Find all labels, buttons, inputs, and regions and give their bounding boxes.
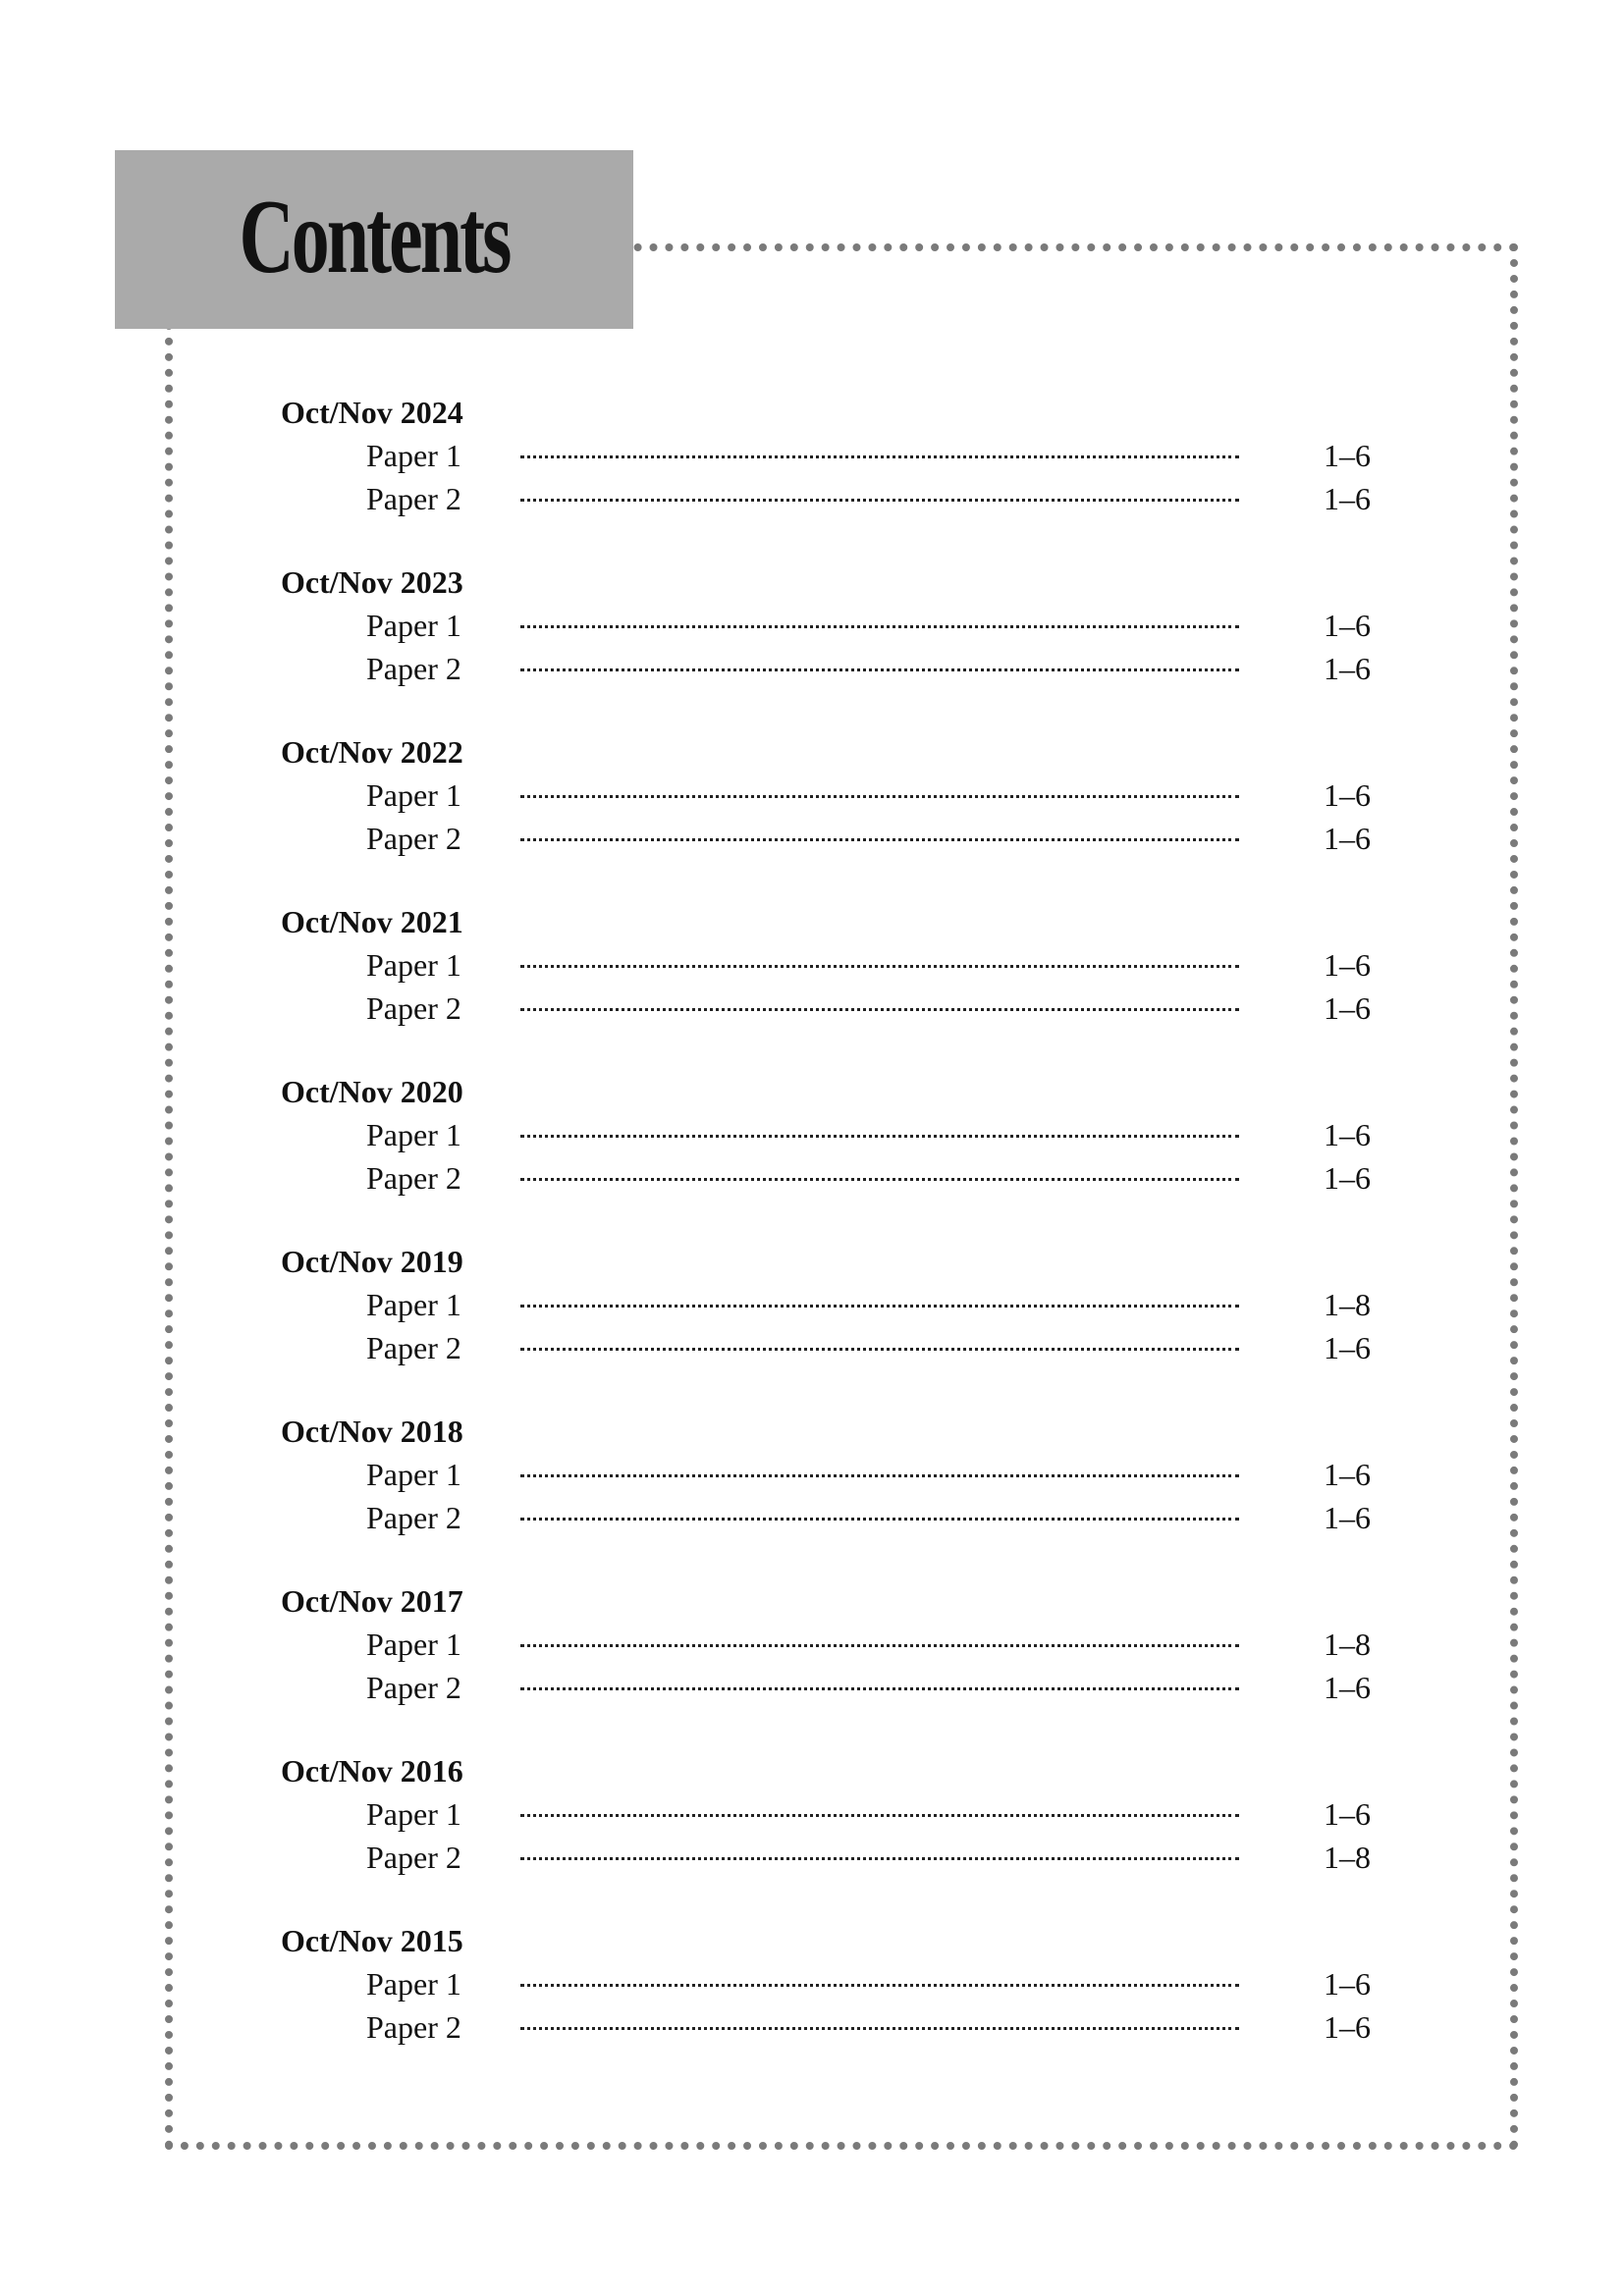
toc-entry[interactable] — [281, 774, 1400, 817]
entry-page-range: 1–6 — [1324, 481, 1371, 516]
dot-leader — [520, 1008, 1239, 1011]
dot-leader — [520, 1348, 1239, 1351]
toc-section — [281, 1919, 1400, 2049]
toc-section — [281, 561, 1400, 690]
entry-label: Paper 1 — [366, 1457, 461, 1492]
entry-page-range: 1–8 — [1324, 1627, 1371, 1662]
section-heading: Oct/Nov 2023 — [281, 564, 463, 600]
entry-label: Paper 2 — [366, 1840, 461, 1875]
section-heading: Oct/Nov 2015 — [281, 1923, 463, 1958]
toc-section — [281, 900, 1400, 1030]
dot-leader — [520, 838, 1239, 841]
entry-label: Paper 1 — [366, 947, 461, 983]
toc-section — [281, 391, 1400, 520]
dot-leader — [520, 1305, 1239, 1308]
entry-label: Paper 1 — [366, 608, 461, 643]
entry-page-range: 1–6 — [1324, 777, 1371, 813]
entry-page-range: 1–6 — [1324, 2009, 1371, 2045]
toc-entry[interactable] — [281, 1326, 1400, 1369]
toc-section — [281, 1410, 1400, 1539]
toc-entry[interactable] — [281, 1156, 1400, 1200]
entry-page-range: 1–6 — [1324, 990, 1371, 1026]
toc-entry[interactable] — [281, 647, 1400, 690]
toc-section — [281, 730, 1400, 860]
toc-entry[interactable] — [281, 1836, 1400, 1879]
toc-section — [281, 1070, 1400, 1200]
page-title: Contents — [239, 179, 510, 295]
toc-entry[interactable] — [281, 943, 1400, 987]
toc-entry[interactable] — [281, 1666, 1400, 1709]
dot-leader — [520, 1814, 1239, 1817]
section-heading: Oct/Nov 2017 — [281, 1583, 463, 1619]
dot-leader — [520, 1857, 1239, 1860]
entry-label: Paper 2 — [366, 1500, 461, 1535]
dot-leader — [520, 1474, 1239, 1477]
toc-section — [281, 1749, 1400, 1879]
entry-label: Paper 2 — [366, 990, 461, 1026]
entry-label: Paper 1 — [366, 1796, 461, 1832]
entry-page-range: 1–6 — [1324, 1966, 1371, 2002]
dot-leader — [520, 1687, 1239, 1690]
toc-section — [281, 1240, 1400, 1369]
entry-label: Paper 1 — [366, 1966, 461, 2002]
entry-page-range: 1–8 — [1324, 1840, 1371, 1875]
section-heading: Oct/Nov 2024 — [281, 395, 463, 430]
toc-entry[interactable] — [281, 434, 1400, 477]
entry-label: Paper 2 — [366, 1160, 461, 1196]
dot-leader — [520, 1178, 1239, 1181]
entry-label: Paper 1 — [366, 1287, 461, 1322]
dot-leader — [520, 1984, 1239, 1987]
toc-entry[interactable] — [281, 987, 1400, 1030]
dot-leader — [520, 1518, 1239, 1521]
entry-page-range: 1–6 — [1324, 1670, 1371, 1705]
toc-entry[interactable] — [281, 817, 1400, 860]
dot-leader — [520, 625, 1239, 628]
entry-label: Paper 2 — [366, 1670, 461, 1705]
entry-page-range: 1–6 — [1324, 1117, 1371, 1152]
dot-leader — [520, 795, 1239, 798]
entry-page-range: 1–6 — [1324, 651, 1371, 686]
dot-leader — [520, 2027, 1239, 2030]
dot-leader — [520, 1644, 1239, 1647]
toc-entry[interactable] — [281, 1623, 1400, 1666]
toc-entry[interactable] — [281, 1496, 1400, 1539]
entry-page-range: 1–6 — [1324, 821, 1371, 856]
section-heading: Oct/Nov 2018 — [281, 1414, 463, 1449]
section-heading: Oct/Nov 2022 — [281, 734, 463, 770]
toc-section — [281, 1579, 1400, 1709]
entry-page-range: 1–6 — [1324, 1796, 1371, 1832]
section-heading: Oct/Nov 2019 — [281, 1244, 463, 1279]
entry-label: Paper 1 — [366, 438, 461, 473]
entry-label: Paper 1 — [366, 1627, 461, 1662]
entry-page-range: 1–6 — [1324, 1330, 1371, 1365]
entry-page-range: 1–6 — [1324, 1500, 1371, 1535]
entry-page-range: 1–6 — [1324, 1457, 1371, 1492]
entry-label: Paper 2 — [366, 481, 461, 516]
entry-page-range: 1–6 — [1324, 1160, 1371, 1196]
entry-label: Paper 2 — [366, 821, 461, 856]
toc-entry[interactable] — [281, 2005, 1400, 2049]
entry-page-range: 1–8 — [1324, 1287, 1371, 1322]
entry-page-range: 1–6 — [1324, 438, 1371, 473]
dot-leader — [520, 965, 1239, 968]
dot-leader — [520, 1135, 1239, 1138]
entry-label: Paper 1 — [366, 777, 461, 813]
entry-label: Paper 2 — [366, 651, 461, 686]
dot-leader — [520, 455, 1239, 458]
entry-label: Paper 1 — [366, 1117, 461, 1152]
toc-entry[interactable] — [281, 604, 1400, 647]
title-banner — [115, 150, 633, 329]
section-heading: Oct/Nov 2021 — [281, 904, 463, 939]
toc-entry[interactable] — [281, 1792, 1400, 1836]
toc-entry[interactable] — [281, 1283, 1400, 1326]
entry-page-range: 1–6 — [1324, 608, 1371, 643]
entry-page-range: 1–6 — [1324, 947, 1371, 983]
table-of-contents — [281, 391, 1400, 2089]
section-heading: Oct/Nov 2016 — [281, 1753, 463, 1789]
toc-entry[interactable] — [281, 1113, 1400, 1156]
dot-leader — [520, 668, 1239, 671]
entry-label: Paper 2 — [366, 2009, 461, 2045]
toc-entry[interactable] — [281, 1453, 1400, 1496]
toc-entry[interactable] — [281, 477, 1400, 520]
section-heading: Oct/Nov 2020 — [281, 1074, 463, 1109]
entry-label: Paper 2 — [366, 1330, 461, 1365]
dot-leader — [520, 499, 1239, 502]
toc-entry[interactable] — [281, 1962, 1400, 2005]
